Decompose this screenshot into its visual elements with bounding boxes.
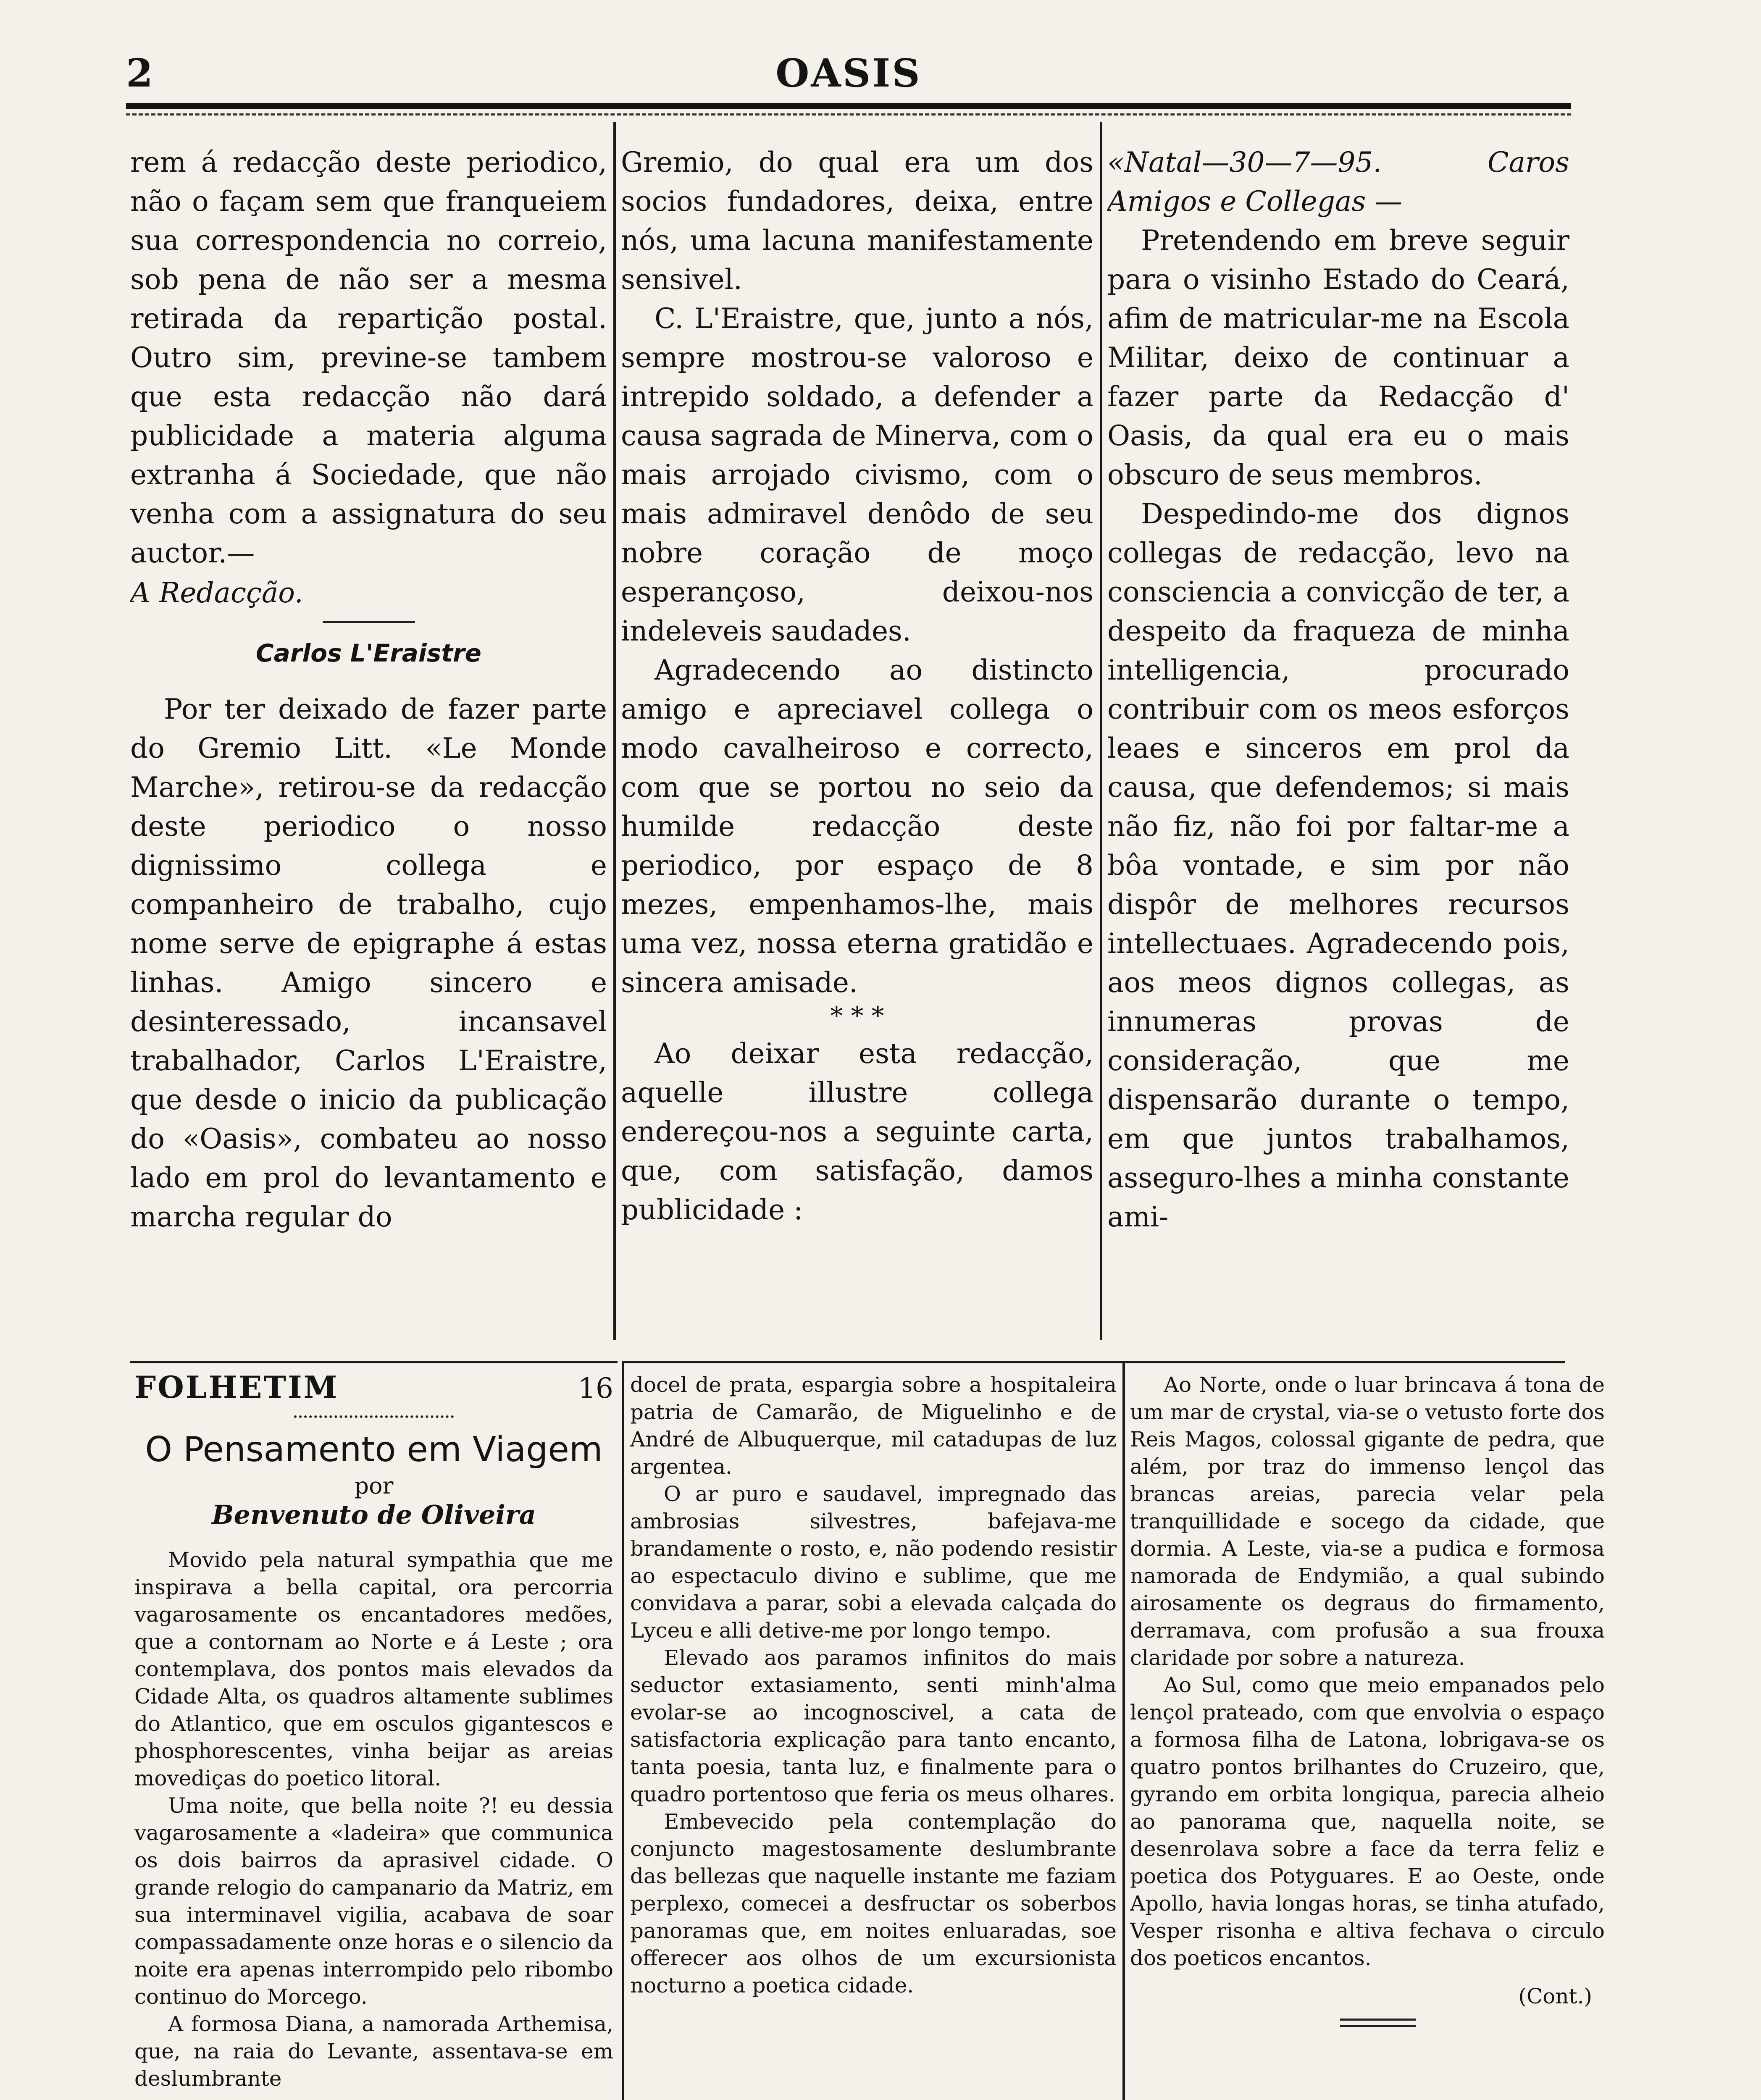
column-rule xyxy=(1122,1361,1125,2100)
paragraph: Por ter deixado de fazer parte do Gremio Litt. «Le Monde Marche», retirou-se da redacção deste periodico o nosso dignissimo collega e companheiro de trabalho, cujo nome serve de epigraphe á estas linhas. Amigo sincero e desinteressado, incansavel trabalhador, Carlos L'Eraistre, que desde o inicio da publicação do «Oasis», combateu ao nosso lado em prol do levantamento e marcha regular do xyxy=(130,693,607,1233)
story-by: por xyxy=(354,1473,394,1499)
paragraph: A formosa Diana, a namorada Arthemisa, que, na raia do Levante, assentava-se em deslumbrante xyxy=(134,2012,613,2091)
paragraph: Despedindo-me dos dignos collegas de redacção, levo na consciencia a convicção de ter, a despeito da fraqueza de minha intelligencia, procurado contribuir com os meos esforços leaes e sinceros em prol da causa, que defendemos; si mais não fiz, não foi por faltar-me a bôa vontade, e sim por não dispôr de melhores recursos intellectuaes. Agradecendo pois, aos meos dignos collegas, as innumeras provas de consideração, que me dispensarão durante o tempo, em que juntos trabalhamos, asseguro-lhes a minha constante ami- xyxy=(1107,498,1569,1233)
paragraph: Movido pela natural sympathia que me inspirava a bella capital, ora percorria vagarosamente os encantadores medões, que a contornam ao Norte e á Leste ; ora contemplava, dos pontos mais elevados da Cidade Alta, os quadros altamente sublimes do Atlantico, que em osculos gigantescos e phosphorescentes, vinha beijar as areias movediças do poetico litoral. xyxy=(134,1548,613,1790)
paragraph: O ar puro e saudavel, impregnado das ambrosias silvestres, bafejava-me brandamente o rosto, e, não podendo resistir ao espectaculo divino e sublime, que me convidava a parar, sobi a elevada calçada do Lyceu e alli detive-me por longo tempo. xyxy=(630,1482,1117,1643)
letter-opening: «Natal—30—7—95. Caros Amigos e Collegas — xyxy=(1107,146,1569,218)
folhetim-rule xyxy=(130,1361,618,1363)
paragraph: Embevecido pela contemplação do conjuncto magestosamente deslumbrante das bellezas que naquelle instante me faziam perplexo, comecei a desfructar os soberbos panoramas que, em noites enluaradas, soe offerecer aos olhos de um excursionista nocturno a poetica cidade. xyxy=(630,1809,1117,1998)
paragraph: C. L'Eraistre, que, junto a nós, sempre mostrou-se valoroso e intrepido soldado, a defender a causa sagrada de Minerva, com o mais arrojado civismo, com o mais admiravel denôdo de seu nobre coração de moço esperançoso, deixou-nos indeleveis saudades. xyxy=(621,302,1093,647)
paragraph: rem á redacção deste periodico, não o façam sem que franqueiem sua correspondencia no correio, sob pena de não ser a mesma retirada da repartição postal. Outro sim, previne-se tambem que esta redacção não dará publicidade a materia alguma extranha á Sociedade, que não venha com a assignatura do seu auctor.— xyxy=(130,146,607,569)
folhetim-number: 16 xyxy=(578,1373,613,1404)
column-1-top xyxy=(130,143,607,1348)
paragraph: Pretendendo em breve seguir para o visinho Estado do Ceará, afim de matricular-me na Escola Militar, deixo de continuar a fazer parte da Redacção d' Oasis, da qual era eu o mais obscuro de seus membros. xyxy=(1107,224,1569,491)
ornament-divider xyxy=(294,1406,454,1418)
folhetim-column-1 xyxy=(134,1373,613,2100)
header-rule xyxy=(126,103,1571,109)
folhetim-header xyxy=(134,1373,613,1405)
paragraph: Ao Sul, como que meio empanados pelo lençol prateado, com que envolvia o espaço a formosa filha de Latona, lobrigava-se os quatro pontos brilhantes do Cruzeiro, que, gyrando em orbita longiqua, parecia alheio ao panorama que, naquella noite, se desenrolava sobre a face da terra feliz e poetica dos Potyguares. E ao Oeste, onde Apollo, havia longas horas, se tinha atufado, Vesper risonha e altiva fechava o circulo dos poeticos encantos. xyxy=(1130,1673,1605,1970)
folhetim-column-2 xyxy=(630,1371,1117,2100)
end-rule xyxy=(1340,2019,1416,2027)
section-title: Carlos L'Eraistre xyxy=(256,639,481,667)
folhetim-rule xyxy=(624,1361,1565,1363)
story-title: O Pensamento em Viagem xyxy=(145,1430,603,1470)
paragraph: Elevado aos paramos infinitos do mais seductor extasiamento, senti minh'alma evolar-se ao incognoscivel, a cata de satisfactoria explicação para tanto encanto, tanta poesia, tanta luz, e finalmente para o quadro portentoso que feria os meus olhares. xyxy=(630,1646,1117,1806)
paragraph: Agradecendo ao distincto amigo e apreciavel collega o modo cavalheiroso e correcto, com que se portou no seio da humilde redacção deste periodico, por espaço de 8 mezes, empenhamos-lhe, mais uma vez, nossa eterna gratidão e sincera amisade. xyxy=(621,654,1093,999)
column-3-top xyxy=(1107,143,1569,1348)
page-number: 2 xyxy=(126,50,153,96)
folhetim-name: FOLHETIM xyxy=(134,1373,339,1405)
journal-title: OASIS xyxy=(775,50,922,96)
continued-note: (Cont.) xyxy=(1518,1984,1592,2008)
column-rule xyxy=(1100,122,1102,1340)
folhetim-column-3 xyxy=(1130,1371,1605,2100)
column-rule xyxy=(622,1361,624,2100)
column-rule xyxy=(613,122,616,1340)
paragraph: Ao Norte, onde o luar brincava á tona de um mar de crystal, via-se o vetusto forte dos Reis Magos, colossal gigante de pedra, que além, por traz do immenso lençol das brancas areias, parecia velar pela tranquillidade e socego da cidade, que dormia. A Leste, via-se a pudica e formosa namorada de Endymião, a qual subindo airosamente os degraus do firmamento, derramava, com profusão a sua frouxa claridade por sobre a natureza. xyxy=(1130,1373,1605,1670)
signature: A Redacção. xyxy=(130,577,303,609)
page-header xyxy=(126,50,1571,101)
paragraph: Ao deixar esta redacção, aquelle illustre collega endereçou-nos a seguinte carta, que, com satisfação, damos publicidade : xyxy=(621,1037,1093,1226)
paragraph: Gremio, do qual era um dos socios fundadores, deixa, entre nós, uma lacuna manifestamente sensivel. xyxy=(621,146,1093,296)
paragraph: Uma noite, que bella noite ?! eu dessia vagarosamente a «ladeira» que communica os dois bairros da aprasivel cidade. O grande relogio do campanario da Matriz, em sua interminavel vigilia, acabava de soar compassadamente onze horas e o silencio da noite era apenas interrompido pelo ribombo continuo do Morcego. xyxy=(134,1793,613,2009)
section-stars: * * * xyxy=(830,1001,884,1031)
header-dashed-rule xyxy=(126,113,1571,116)
paragraph: docel de prata, espargia sobre a hospitaleira patria de Camarão, de Miguelinho e de André de Albuquerque, mil catadupas de luz argentea. xyxy=(630,1373,1117,1479)
divider xyxy=(323,621,415,623)
story-author: Benvenuto de Oliveira xyxy=(212,1499,536,1530)
column-2-top xyxy=(621,143,1093,1348)
